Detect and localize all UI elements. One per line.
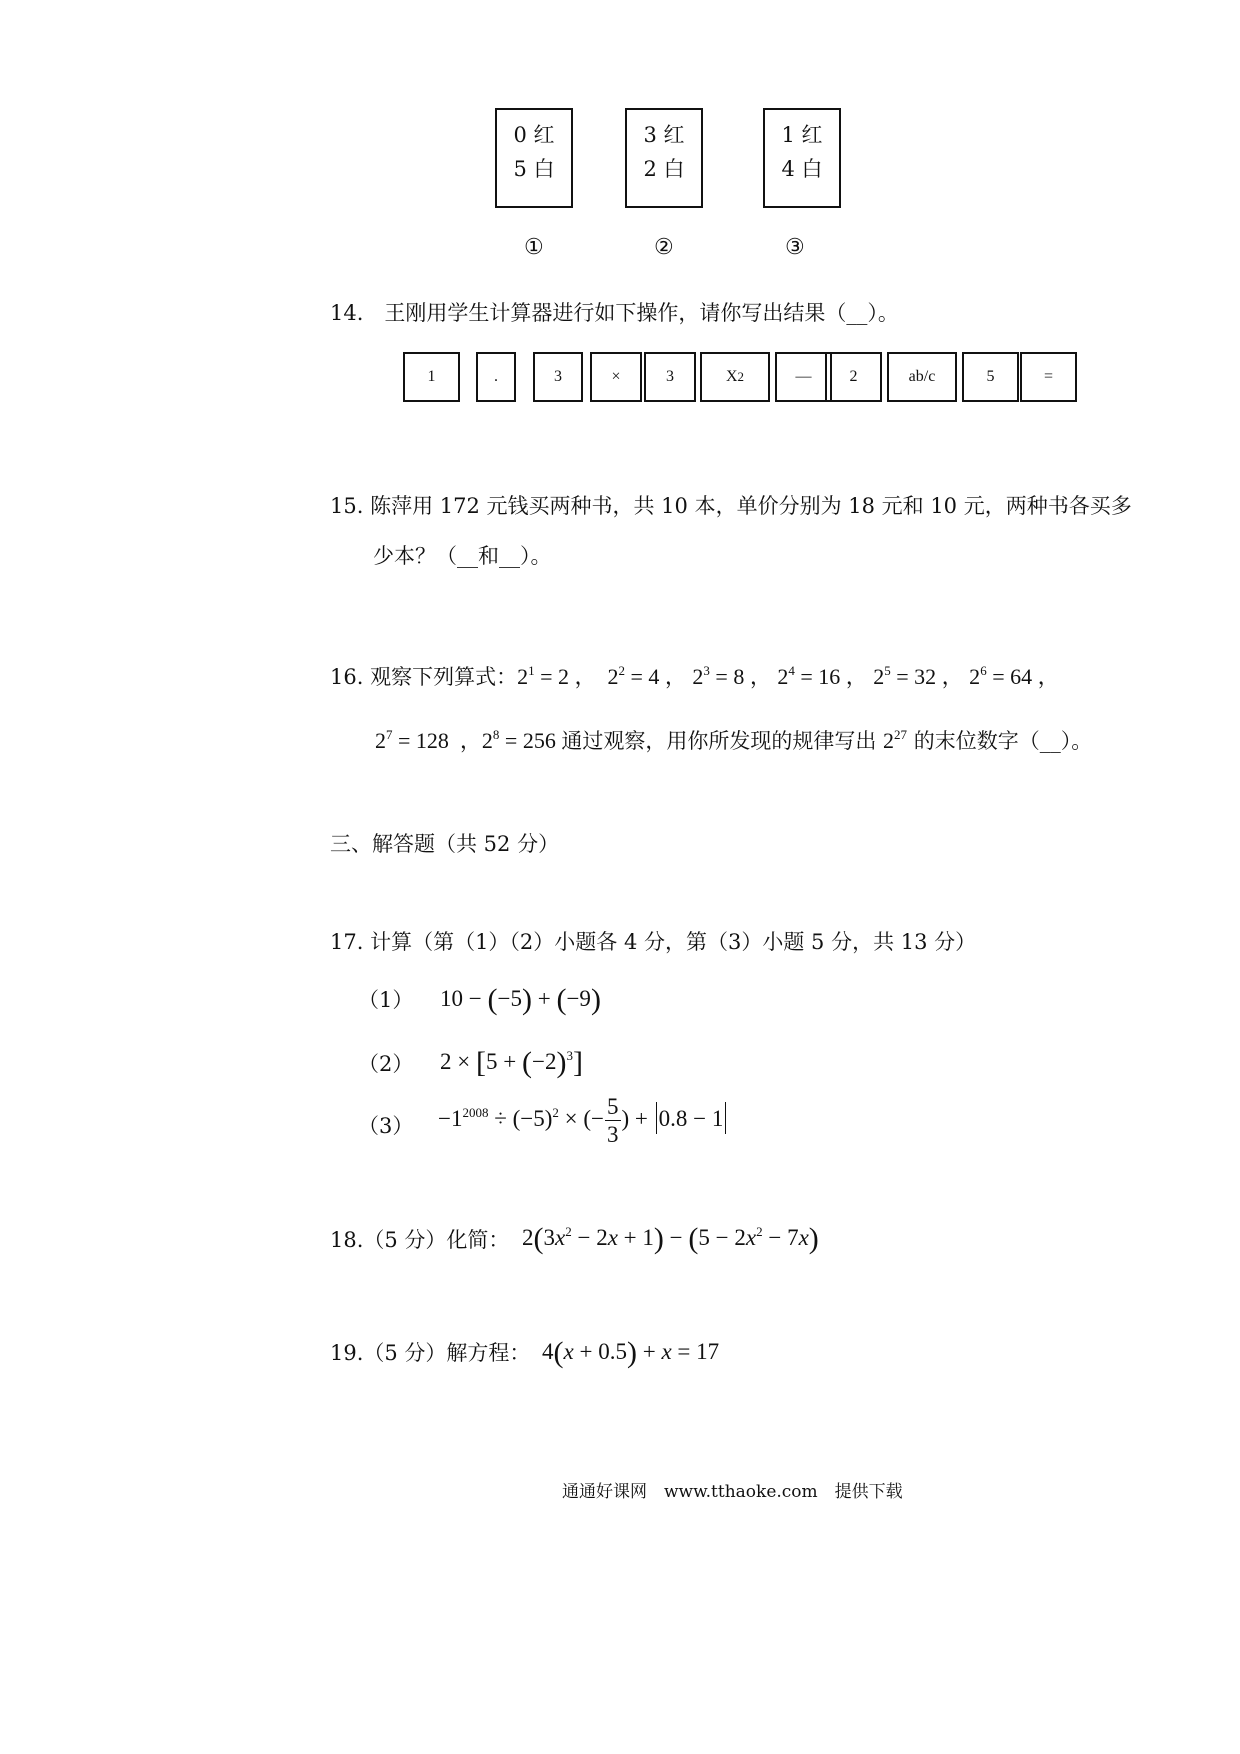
bag-3-red: 1 红 — [781, 123, 823, 147]
calc-key-dot: . — [476, 352, 516, 402]
q16-line2 — [375, 727, 1093, 753]
calc-key-3b: 3 — [644, 352, 696, 402]
q18-label: 18.（5 分）化简： — [330, 1228, 510, 1252]
footer-source: 通通好课网 www.tthaoke.com 提供下载 — [562, 1482, 903, 1502]
bag-2-red: 3 红 — [643, 123, 685, 147]
q17-item3-expr: $-1^{2008} \div (-5)^2$ × (− $\frac{5}{3}$ ) + 0.8 − 1 — [438, 1095, 728, 1146]
q16-power-27: $2^{27}$ — [883, 727, 908, 753]
q16-powers-2: $2^7 = 128$ ，$2^8 = 256$ — [375, 727, 562, 753]
bag-1-label: ① — [524, 235, 544, 260]
calc-key-1: 1 — [403, 352, 460, 402]
q17-title: 17. 计算（第（1）（2）小题各 4 分，第（3）小题 5 分，共 13 分） — [330, 930, 977, 954]
q17-item2-label: （2） — [358, 1052, 414, 1076]
q16-prefix: 16. 观察下列算式： — [330, 665, 518, 689]
bag-2-label: ② — [654, 235, 674, 260]
q15-line1: 15. 陈萍用 172 元钱买两种书，共 10 本，单价分别为 18 元和 10 元，两种书各买多 — [330, 494, 1132, 518]
bag-3-white: 4 白 — [781, 157, 823, 181]
calc-key-2: 2 — [825, 352, 882, 402]
q19-expr: 4(x + 0.5) + x = 17 — [542, 1336, 720, 1369]
q19-label: 19.（5 分）解方程： — [330, 1341, 531, 1365]
q16-powers-1: $2^1 = 2$ ， $2^2 = 4$ ， $2^3 = 8$ ， $2^4 = 16$ ， $2^5 = 32$ ， $2^6 = 64$ ， — [517, 663, 1060, 689]
bag-1-white: 5 白 — [513, 157, 555, 181]
calc-key-square: X 2 — [700, 352, 770, 402]
bag-3 — [763, 108, 841, 208]
calc-key-3a: 3 — [533, 352, 583, 402]
q16-text-c: 的末位数字（__）。 — [913, 729, 1093, 753]
q17-item3-label: （3） — [358, 1114, 414, 1138]
bag-1-red: 0 红 — [513, 123, 555, 147]
q18-expr: $2(3x^2 - 2x + 1) - (5 - 2x^2 - 7x)$ — [522, 1222, 819, 1255]
q17-item2-expr: $2 \times [5 + (-2)^3]$ — [440, 1046, 583, 1079]
calc-key-minus: — — [775, 352, 832, 402]
fraction-5-3: $\frac{5}{3}$ — [607, 1094, 619, 1147]
calc-key-fraction: ab/c — [887, 352, 957, 402]
bag-1 — [495, 108, 573, 208]
q17-item1-label: （1） — [358, 988, 414, 1012]
calc-key-times: × — [590, 352, 642, 402]
q17-item1-expr: 10 − (−5) + (−9) — [440, 983, 601, 1016]
q16-line1 — [330, 663, 1060, 689]
bag-2-white: 2 白 — [643, 157, 685, 181]
bag-3-label: ③ — [785, 235, 805, 260]
q16-text-b: 通过观察，用你所发现的规律写出 — [561, 729, 877, 753]
section-3-heading: 三、解答题（共 52 分） — [330, 832, 560, 856]
calc-key-5: 5 — [962, 352, 1019, 402]
q14-text: 14. 王刚用学生计算器进行如下操作，请你写出结果（__）。 — [330, 301, 899, 325]
calc-key-equals: = — [1020, 352, 1077, 402]
q15-line2: 少本？（__和__）。 — [373, 544, 552, 568]
bag-2 — [625, 108, 703, 208]
